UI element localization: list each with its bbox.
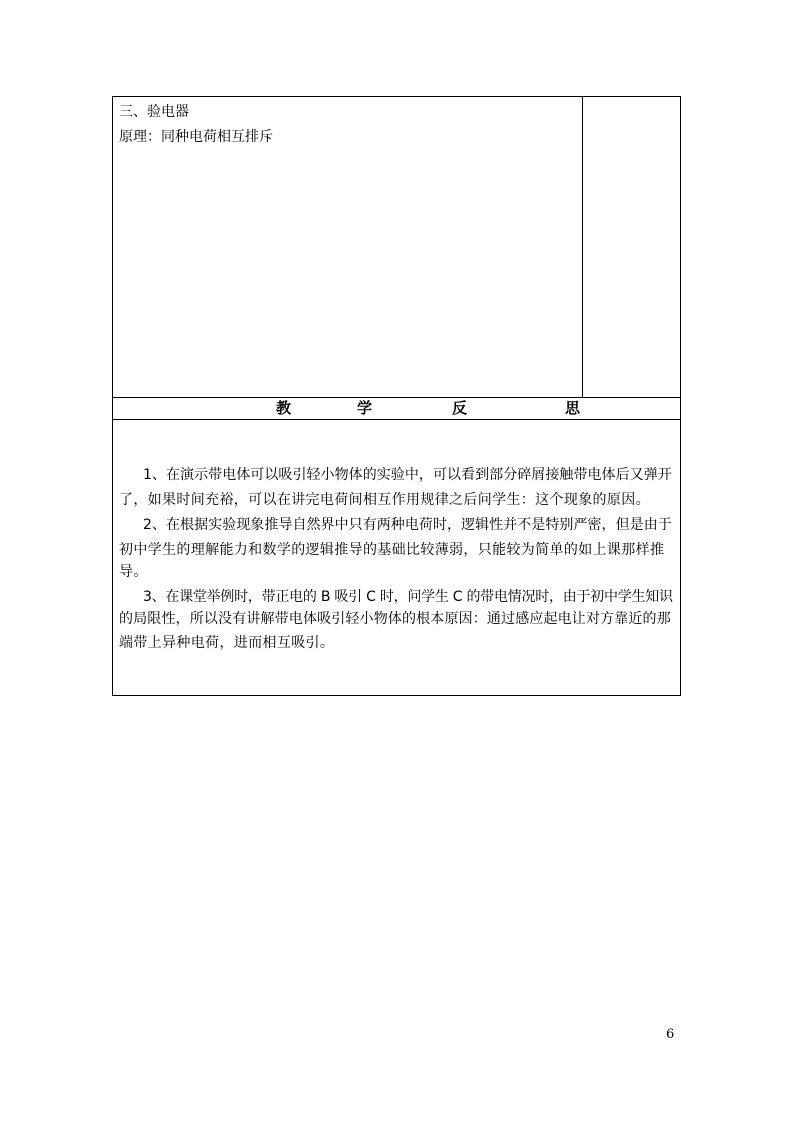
content-table-top xyxy=(112,96,681,398)
reflection-line: 初中学生的理解能力和数学的逻辑推导的基础比较薄弱，只能较为简单的如上课那样推 xyxy=(119,542,665,558)
column-divider xyxy=(582,97,583,398)
reflection-line: 1、在演示带电体可以吸引轻小物体的实验中，可以看到部分碎屑接触带电体后又弹开 xyxy=(143,467,672,483)
reflection-header-char: 反 xyxy=(452,399,468,417)
reflection-header-char: 思 xyxy=(565,399,581,417)
section-principle: 原理：同种电荷相互排斥 xyxy=(119,129,273,145)
reflection-line: 导。 xyxy=(119,564,148,580)
reflection-body xyxy=(112,420,681,696)
reflection-line: 的局限性，所以没有讲解带电体吸引轻小物体的根本原因：通过感应起电让对方靠近的那 xyxy=(119,611,671,627)
reflection-header-char: 教 xyxy=(276,399,292,417)
section-heading: 三、验电器 xyxy=(119,104,189,120)
reflection-line: 3、在课堂举例时，带正电的 B 吸引 C 时，问学生 C 的带电情况时，由于初中学生知识 xyxy=(143,589,673,605)
reflection-header-row xyxy=(112,397,681,420)
reflection-line: 了，如果时间充裕，可以在讲完电荷间相互作用规律之后问学生：这个现象的原因。 xyxy=(119,492,650,508)
reflection-header-char: 学 xyxy=(357,399,373,417)
page-number: 6 xyxy=(666,1027,675,1042)
reflection-line: 2、在根据实验现象推导自然界中只有两种电荷时，逻辑性并不是特别严密，但是由于 xyxy=(143,517,672,533)
reflection-line: 端带上异种电荷，进而相互吸引。 xyxy=(119,635,335,651)
